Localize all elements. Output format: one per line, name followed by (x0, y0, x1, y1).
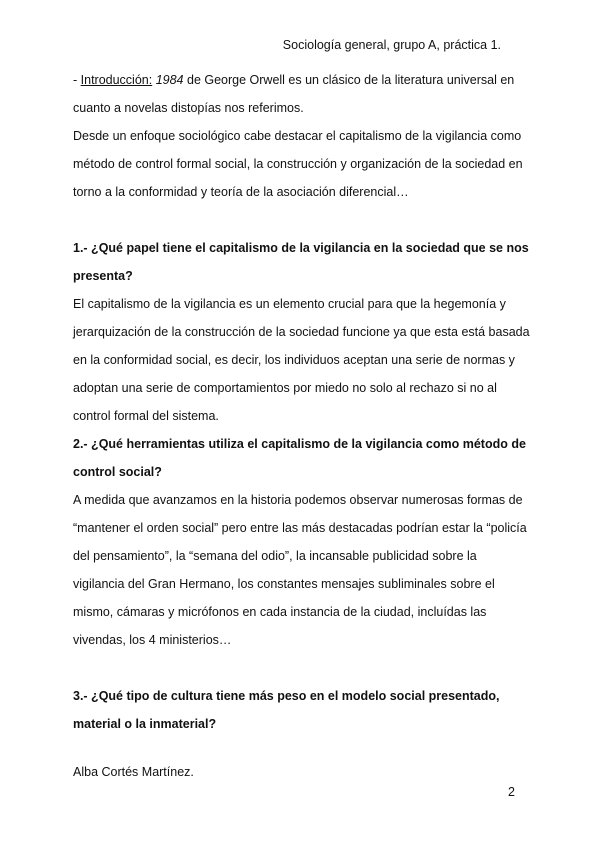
intro-dash: - (73, 73, 81, 87)
spacer (73, 654, 531, 682)
spacer (73, 738, 531, 758)
document-body (73, 66, 531, 786)
spacer (73, 206, 531, 234)
intro-label: Introducción: (80, 73, 153, 87)
book-title: 1984 (155, 73, 184, 87)
question-1: 1.- ¿Qué papel tiene el capitalismo de la vigilancia en la sociedad que se nos presenta? (73, 241, 529, 283)
answer-1: El capitalismo de la vigilancia es un elemento crucial para que la hegemonía y jerarquización de la construcción de la sociedad funcione ya que esta está basada en la conformidad social, es decir, los individuos aceptan una serie de normas y adoptan una serie de comportamientos por miedo no solo al rechazo si no al control formal del sistema. (73, 297, 530, 423)
answer-2: A medida que avanzamos en la historia podemos observar numerosas formas de “mantener el orden social” pero entre las más destacadas podrían estar la “policía del pensamiento”, la “semana del odio”, la incansable publicidad sobre la vigilancia del Gran Hermano, los constantes mensajes subliminales sobre el mismo, cámaras y micrófonos en cada instancia de la ciudad, incluídas las vivendas, los 4 ministerios… (73, 493, 527, 647)
running-header: Sociología general, grupo A, práctica 1. (282, 38, 501, 52)
author-name: Alba Cortés Martínez. (73, 765, 194, 779)
intro-paragraph (73, 66, 531, 122)
intro-text: de George Orwell es un clásico de la literatura universal en cuanto a novelas distopías nos referimos. (73, 73, 515, 115)
intro-paragraph-2: Desde un enfoque sociológico cabe destacar el capitalismo de la vigilancia como método de control formal social, la construcción y organización de la sociedad en torno a la conformidad y teoría de la asociación diferencial… (73, 129, 523, 199)
question-2: 2.- ¿Qué herramientas utiliza el capitalismo de la vigilancia como método de control social? (73, 437, 526, 479)
question-3: 3.- ¿Qué tipo de cultura tiene más peso en el modelo social presentado, material o la inmaterial? (73, 689, 500, 731)
page-number: 2 (508, 785, 515, 799)
